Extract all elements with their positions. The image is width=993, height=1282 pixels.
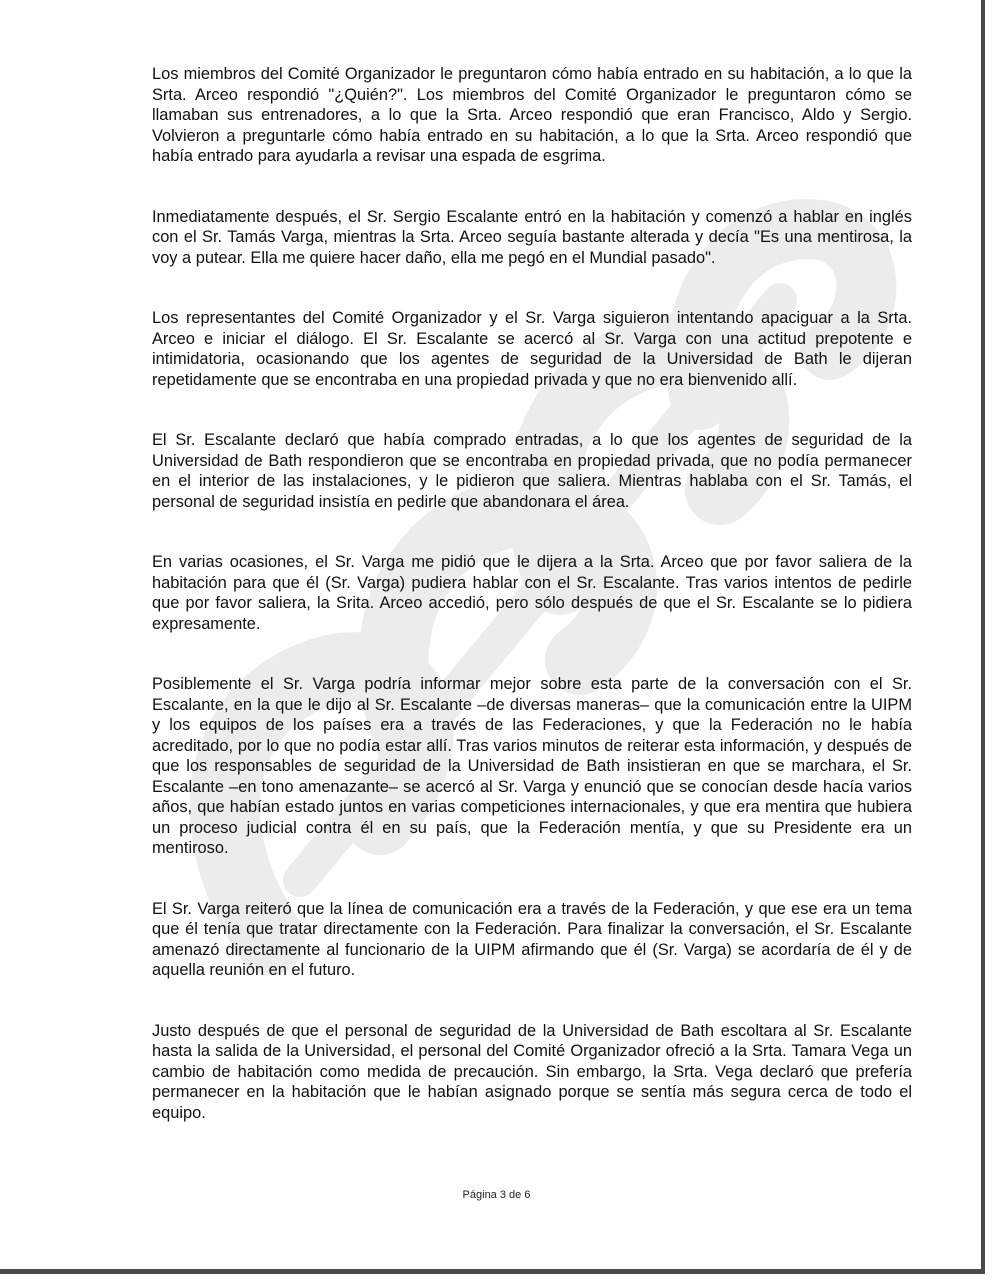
paragraph-1: Los miembros del Comité Organizador le preguntaron cómo había entrado en su habitación, a lo que la Srta. Arceo respondió "¿Quién?". Los miembros del Comité Organizador le preguntaron cómo se llamaban sus entrenadores, a lo que la Srta. Arceo respondió que eran Francisco, Aldo y Sergio. Volvieron a preguntarle cómo había entrado en su habitación, a lo que la Srta. Arceo respondió que había entrado para ayudarla a revisar una espada de esgrima. [152,65,912,165]
paragraph-7: El Sr. Varga reiteró que la línea de comunicación era a través de la Federación, y que ese era un tema que él tenía que tratar directamente con la Federación. Para finalizar la conversación, el Sr. Escalante amenazó directamente al funcionario de la UIPM afirmando que él (Sr. Varga) se acordaría de él y de aquella reunión en el futuro. [152,899,912,979]
paragraph-3: Los representantes del Comité Organizador y el Sr. Varga siguieron intentando apaciguar a la Srta. Arceo e iniciar el diálogo. El Sr. Escalante se acercó al Sr. Varga con una actitud prepotente e intimidatoria, ocasionando que los agentes de seguridad de la Universidad de Bath le dijeran repetidamente que se encontraba en una propiedad privada y que no era bienvenido allí. [152,309,912,389]
paragraph-5: En varias ocasiones, el Sr. Varga me pidió que le dijera a la Srta. Arceo que por favor saliera de la habitación para que él (Sr. Varga) pudiera hablar con el Sr. Escalante. Tras varios intentos de pedirle que por favor saliera, la Srita. Arceo accedió, pero sólo después de que el Sr. Escalante se lo pidiera expresamente. [152,553,912,633]
document-body [152,64,912,1163]
paragraph-8: Justo después de que el personal de seguridad de la Universidad de Bath escoltara al Sr. Escalante hasta la salida de la Universidad, el personal del Comité Organizador ofreció a la Srta. Tamara Vega un cambio de habitación como medida de precaución. Sin embargo, la Srta. Vega declaró que prefería permanecer en la habitación que le habían asignado porque se sentía más segura cerca de todo el equipo. [152,1021,912,1122]
paragraph-6: Posiblemente el Sr. Varga podría informar mejor sobre esta parte de la conversación con el Sr. Escalante, en la que le dijo al Sr. Escalante –de diversas maneras– que la comunicación entre la UIPM y los equipos de los países era a través de las Federaciones, y que la Federación no le había acreditado, por lo que no podía estar allí. Tras varios minutos de reiterar esta información, y después de que los responsables de seguridad de la Universidad de Bath insistieran en que se marchara, el Sr. Escalante –en tono amenazante– se acercó al Sr. Varga y enunció que se conocían desde hacía varios años, que habían estado juntos en varias competiciones internacionales, y que era mentira que hubiera un proceso judicial contra él en su país, que la Federación mentía, y que su Presidente era un mentiroso. [152,675,912,857]
page-number: Página 3 de 6 [462,1189,531,1201]
paragraph-4: El Sr. Escalante declaró que había comprado entradas, a lo que los agentes de seguridad de la Universidad de Bath respondieron que se encontraba en propiedad privada, que no podía permanecer en el interior de las instalaciones, y le pidieron que saliera. Mientras hablaba con el Sr. Tamás, el personal de seguridad insistía en pedirle que abandonara el área. [152,431,912,511]
paragraph-2: Inmediatamente después, el Sr. Sergio Escalante entró en la habitación y comenzó a hablar en inglés con el Sr. Tamás Varga, mientras la Srta. Arceo seguía bastante alterada y decía "Es una mentirosa, la voy a putear. Ella me quiere hacer daño, ella me pegó en el Mundial pasado". [152,207,912,267]
